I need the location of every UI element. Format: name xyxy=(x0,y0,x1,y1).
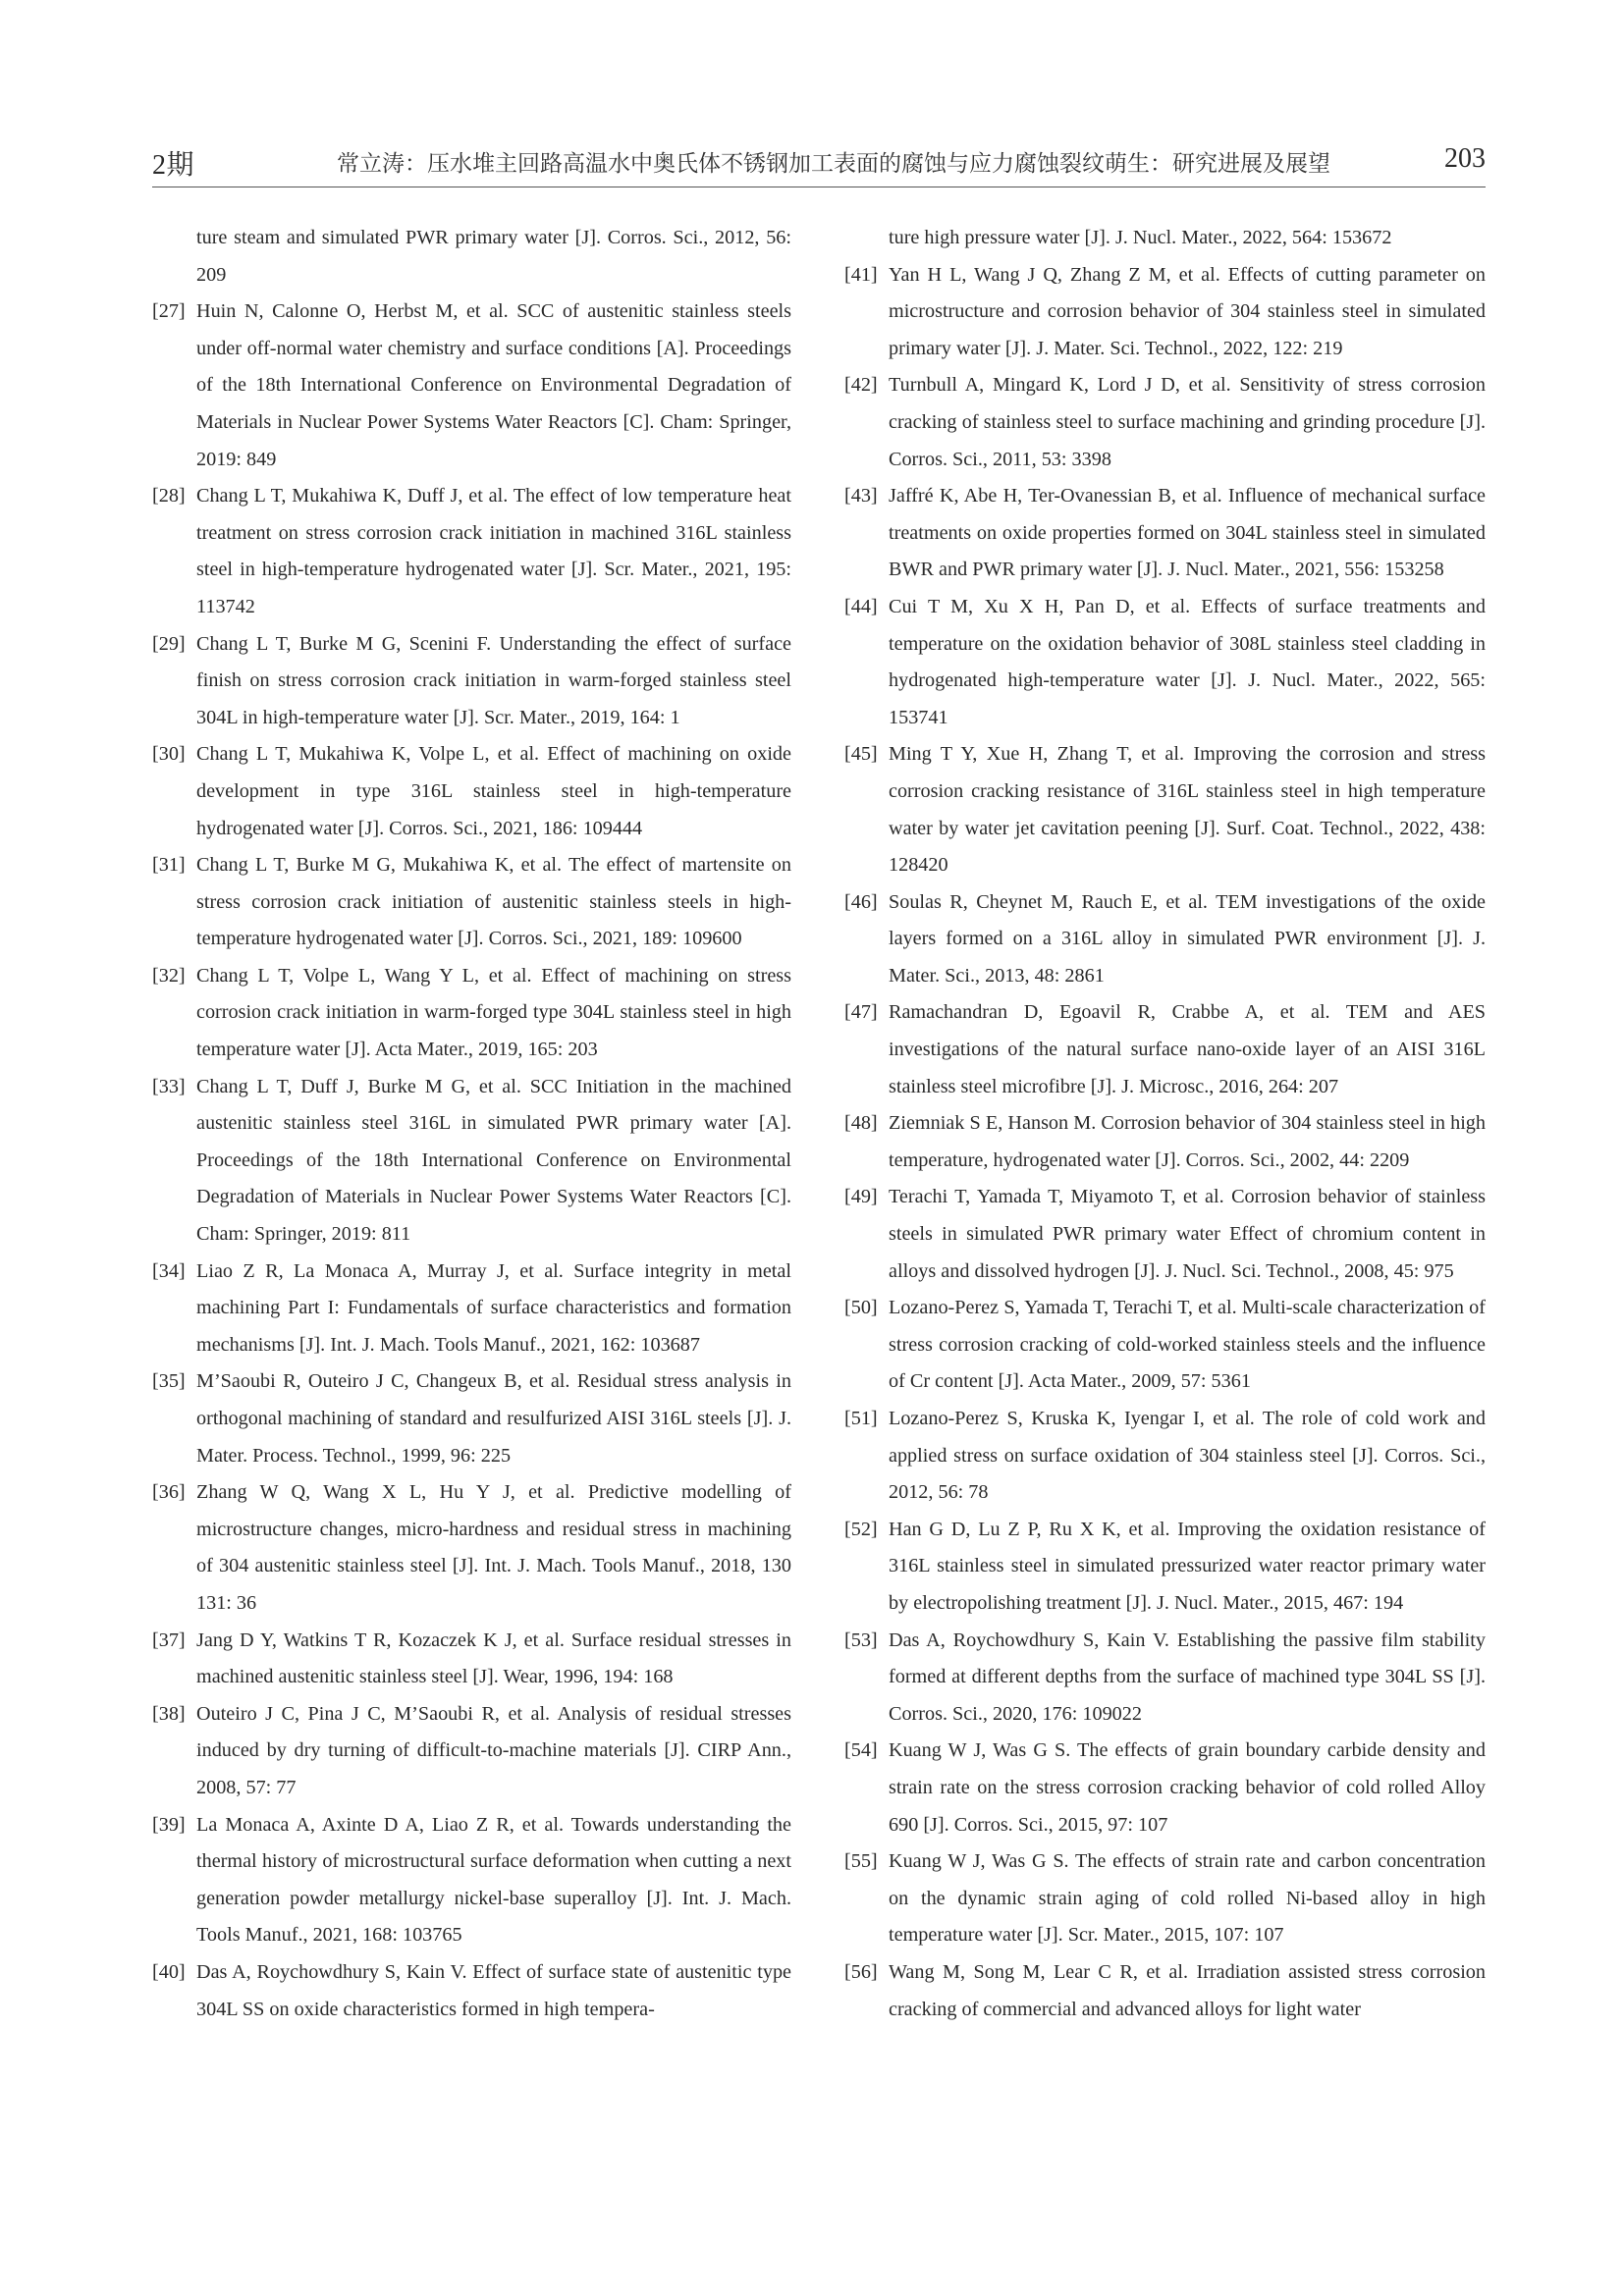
reference-text: Lozano-Perez S, Yamada T, Terachi T, et al. Multi-scale characterization of stress corrosion cracking of cold-worked stainless steels and the influence of Cr content [J]. Acta Mater., 2009, 57: 5361 xyxy=(889,1297,1486,1393)
reference-text: Ming T Y, Xue H, Zhang T, et al. Improving the corrosion and stress corrosion cracking resistance of 316L stainless steel in high temperature water by water jet cavitation peening [J]. Surf. Coat. Technol., 2022, 438: 128420 xyxy=(889,743,1486,877)
reference-text: Kuang W J, Was G S. The effects of grain boundary carbide density and strain rate on the stress corrosion cracking behavior of cold rolled Alloy 690 [J]. Corros. Sci., 2015, 97: 107 xyxy=(889,1739,1486,1836)
reference-number: [53] xyxy=(844,1629,878,1651)
reference-entry xyxy=(152,1807,791,1954)
reference-entry xyxy=(152,1069,791,1254)
reference-number: [43] xyxy=(844,485,878,507)
reference-entry xyxy=(844,1290,1486,1401)
reference-number: [35] xyxy=(152,1370,186,1393)
reference-text: Das A, Roychowdhury S, Kain V. Effect of surface state of austenitic type 304L SS on oxide characteristics formed in high tempera- xyxy=(196,1960,791,2020)
reference-entry xyxy=(152,1696,791,1807)
reference-number: [27] xyxy=(152,300,186,323)
reference-text: Han G D, Lu Z P, Ru X K, et al. Improving the oxidation resistance of 316L stainless steel in simulated pressurized water reactor primary water by electropolishing treatment [J]. J. Nucl. Mater., 2015, 467: 194 xyxy=(889,1518,1486,1614)
reference-text: Chang L T, Volpe L, Wang Y L, et al. Effect of machining on stress corrosion crack initiation in warm-forged type 304L stainless steel in high temperature water [J]. Acta Mater., 2019, 165: 203 xyxy=(196,964,791,1061)
reference-text: La Monaca A, Axinte D A, Liao Z R, et al. Towards understanding the thermal history of microstructural surface deformation when cutting a next generation powder metallurgy nickel-base superalloy [J]. Int. J. Mach. Tools Manuf., 2021, 168: 103765 xyxy=(196,1813,791,1947)
reference-number: [47] xyxy=(844,1001,878,1024)
reference-entry xyxy=(844,367,1486,478)
reference-entry xyxy=(152,1474,791,1622)
reference-entry xyxy=(844,1623,1486,1734)
reference-text: Chang L T, Duff J, Burke M G, et al. SCC Initiation in the machined austenitic stainless steel 316L in simulated PWR primary water [A]. Proceedings of the 18th International Conference on Environmental Degradation of Materials in Nuclear Power Systems Water Reactors [C]. Cham: Springer, 2019: 811 xyxy=(196,1075,791,1246)
reference-entry xyxy=(152,294,791,478)
reference-number: [41] xyxy=(844,263,878,286)
reference-number: [56] xyxy=(844,1960,878,1983)
reference-entry xyxy=(152,1623,791,1696)
reference-entry xyxy=(844,1512,1486,1623)
reference-number: [34] xyxy=(152,1259,186,1282)
reference-number: [42] xyxy=(844,374,878,397)
reference-text: Soulas R, Cheynet M, Rauch E, et al. TEM investigations of the oxide layers formed on a 316L alloy in simulated PWR environment [J]. J. Mater. Sci., 2013, 48: 2861 xyxy=(889,890,1486,987)
reference-entry xyxy=(844,257,1486,368)
reference-text: Yan H L, Wang J Q, Zhang Z M, et al. Effects of cutting parameter on microstructure and corrosion behavior of 304 stainless steel in simulated primary water [J]. J. Mater. Sci. Technol., 2022, 122: 219 xyxy=(889,263,1486,359)
reference-column-right xyxy=(844,220,1486,2028)
reference-entry xyxy=(152,736,791,847)
reference-text: M’Saoubi R, Outeiro J C, Changeux B, et al. Residual stress analysis in orthogonal machining of standard and resulfurized AISI 316L steels [J]. J. Mater. Process. Technol., 1999, 96: 225 xyxy=(196,1370,791,1467)
reference-entry xyxy=(844,994,1486,1105)
reference-text: Ziemniak S E, Hanson M. Corrosion behavior of 304 stainless steel in high temperature, hydrogenated water [J]. Corros. Sci., 2002, 44: 2209 xyxy=(889,1112,1486,1171)
reference-text: Chang L T, Mukahiwa K, Duff J, et al. The effect of low temperature heat treatment on stress corrosion crack initiation in machined 316L stainless steel in high-temperature hydrogenated water [J]. Scr. Mater., 2021, 195: 113742 xyxy=(196,485,791,617)
reference-entry xyxy=(152,847,791,958)
running-title: 常立涛：压水堆主回路高温水中奥氏体不锈钢加工表面的腐蚀与应力腐蚀裂纹萌生：研究进展及展望 xyxy=(337,151,1330,177)
reference-number: [29] xyxy=(152,632,186,655)
reference-text: Lozano-Perez S, Kruska K, Iyengar I, et al. The role of cold work and applied stress on surface oxidation of 304 stainless steel [J]. Corros. Sci., 2012, 56: 78 xyxy=(889,1408,1486,1504)
reference-text: ture steam and simulated PWR primary water [J]. Corros. Sci., 2012, 56: 209 xyxy=(196,227,791,286)
reference-text: Liao Z R, La Monaca A, Murray J, et al. Surface integrity in metal machining Part I: Fundamentals of surface characteristics and formation mechanisms [J]. Int. J. Mach. Tools Manuf., 2021, 162: 103687 xyxy=(196,1259,791,1356)
reference-text: Outeiro J C, Pina J C, M’Saoubi R, et al. Analysis of residual stresses induced by dry turning of difficult-to-machine materials [J]. CIRP Ann., 2008, 57: 77 xyxy=(196,1702,791,1798)
reference-text: Cui T M, Xu X H, Pan D, et al. Effects of surface treatments and temperature on the oxidation behavior of 308L stainless steel cladding in hydrogenated high-temperature water [J]. J. Nucl. Mater., 2022, 565: 153741 xyxy=(889,595,1486,728)
reference-text: Kuang W J, Was G S. The effects of strain rate and carbon concentration on the dynamic strain aging of cold rolled Ni-based alloy in high temperature water [J]. Scr. Mater., 2015, 107: 107 xyxy=(889,1850,1486,1947)
reference-text: Das A, Roychowdhury S, Kain V. Establishing the passive film stability formed at different depths from the surface of machined type 304L SS [J]. Corros. Sci., 2020, 176: 109022 xyxy=(889,1629,1486,1725)
reference-number: [37] xyxy=(152,1629,186,1651)
reference-number: [40] xyxy=(152,1960,186,1983)
reference-text: Jaffré K, Abe H, Ter-Ovanessian B, et al. Influence of mechanical surface treatments on oxide properties formed on 304L stainless steel in simulated BWR and PWR primary water [J]. J. Nucl. Mater., 2021, 556: 153258 xyxy=(889,485,1486,581)
reference-entry xyxy=(844,1105,1486,1179)
reference-entry xyxy=(844,1179,1486,1290)
reference-column-left xyxy=(152,220,791,2028)
reference-text: Zhang W Q, Wang X L, Hu Y J, et al. Predictive modelling of microstructure changes, micro-hardness and residual stress in machining of 304 austenitic stainless steel [J]. Int. J. Mach. Tools Manuf., 2018, 130 131: 36 xyxy=(196,1481,791,1614)
reference-entry xyxy=(152,626,791,737)
reference-number: [50] xyxy=(844,1297,878,1319)
reference-number: [54] xyxy=(844,1739,878,1762)
reference-text: Wang M, Song M, Lear C R, et al. Irradiation assisted stress corrosion cracking of commercial and advanced alloys for light water xyxy=(889,1960,1486,2020)
reference-entry xyxy=(152,1363,791,1474)
reference-number: [52] xyxy=(844,1518,878,1540)
reference-number: [55] xyxy=(844,1850,878,1873)
reference-text: Huin N, Calonne O, Herbst M, et al. SCC of austenitic stainless steels under off-normal water chemistry and surface conditions [A]. Proceedings of the 18th International Conference on Environmental Degradation of Materials in Nuclear Power Systems Water Reactors [C]. Cham: Springer, 2019: 849 xyxy=(196,300,791,470)
running-header xyxy=(152,137,1486,185)
reference-number: [45] xyxy=(844,743,878,766)
reference-entry xyxy=(844,1401,1486,1512)
reference-number: [33] xyxy=(152,1075,186,1097)
reference-text: Jang D Y, Watkins T R, Kozaczek K J, et al. Surface residual stresses in machined austenitic stainless steel [J]. Wear, 1996, 194: 168 xyxy=(196,1629,791,1688)
reference-number: [31] xyxy=(152,854,186,877)
reference-number: [32] xyxy=(152,964,186,987)
page-number: 203 xyxy=(1444,143,1486,174)
reference-entry xyxy=(844,1954,1486,2028)
reference-entry xyxy=(844,884,1486,995)
reference-continuation xyxy=(844,220,1486,257)
reference-text: Chang L T, Burke M G, Mukahiwa K, et al. The effect of martensite on stress corrosion crack initiation of austenitic stainless steels in high-temperature hydrogenated water [J]. Corros. Sci., 2021, 189: 109600 xyxy=(196,854,791,950)
reference-number: [44] xyxy=(844,595,878,617)
reference-entry xyxy=(844,1733,1486,1843)
reference-entry xyxy=(152,958,791,1069)
issue-number: 2期 xyxy=(152,150,195,181)
reference-text: Terachi T, Yamada T, Miyamoto T, et al. Corrosion behavior of stainless steels in simulated PWR primary water Effect of chromium content in alloys and dissolved hydrogen [J]. J. Nucl. Sci. Technol., 2008, 45: 975 xyxy=(889,1186,1486,1282)
reference-entry xyxy=(844,736,1486,883)
reference-entry xyxy=(844,478,1486,589)
reference-text: Chang L T, Burke M G, Scenini F. Understanding the effect of surface finish on stress corrosion crack initiation in warm-forged stainless steel 304L in high-temperature water [J]. Scr. Mater., 2019, 164: 1 xyxy=(196,632,791,728)
reference-text: Ramachandran D, Egoavil R, Crabbe A, et al. TEM and AES investigations of the natural surface nano-oxide layer of an AISI 316L stainless steel microfibre [J]. J. Microsc., 2016, 264: 207 xyxy=(889,1001,1486,1097)
reference-number: [46] xyxy=(844,890,878,913)
reference-number: [39] xyxy=(152,1813,186,1836)
reference-number: [30] xyxy=(152,743,186,766)
reference-continuation xyxy=(152,220,791,294)
reference-number: [49] xyxy=(844,1186,878,1208)
reference-entry xyxy=(152,478,791,625)
reference-text: Turnbull A, Mingard K, Lord J D, et al. Sensitivity of stress corrosion cracking of stainless steel to surface machining and grinding procedure [J]. Corros. Sci., 2011, 53: 3398 xyxy=(889,374,1486,470)
reference-number: [51] xyxy=(844,1408,878,1429)
reference-number: [28] xyxy=(152,485,186,507)
reference-number: [36] xyxy=(152,1481,186,1504)
reference-entry xyxy=(152,1954,791,2028)
reference-entry xyxy=(844,589,1486,736)
reference-entry xyxy=(844,1843,1486,1954)
reference-number: [48] xyxy=(844,1112,878,1135)
reference-entry xyxy=(152,1254,791,1364)
reference-text: Chang L T, Mukahiwa K, Volpe L, et al. Effect of machining on oxide development in type 316L stainless steel in high-temperature hydrogenated water [J]. Corros. Sci., 2021, 186: 109444 xyxy=(196,743,791,839)
reference-number: [38] xyxy=(152,1702,186,1725)
reference-text: ture high pressure water [J]. J. Nucl. Mater., 2022, 564: 153672 xyxy=(889,227,1392,248)
